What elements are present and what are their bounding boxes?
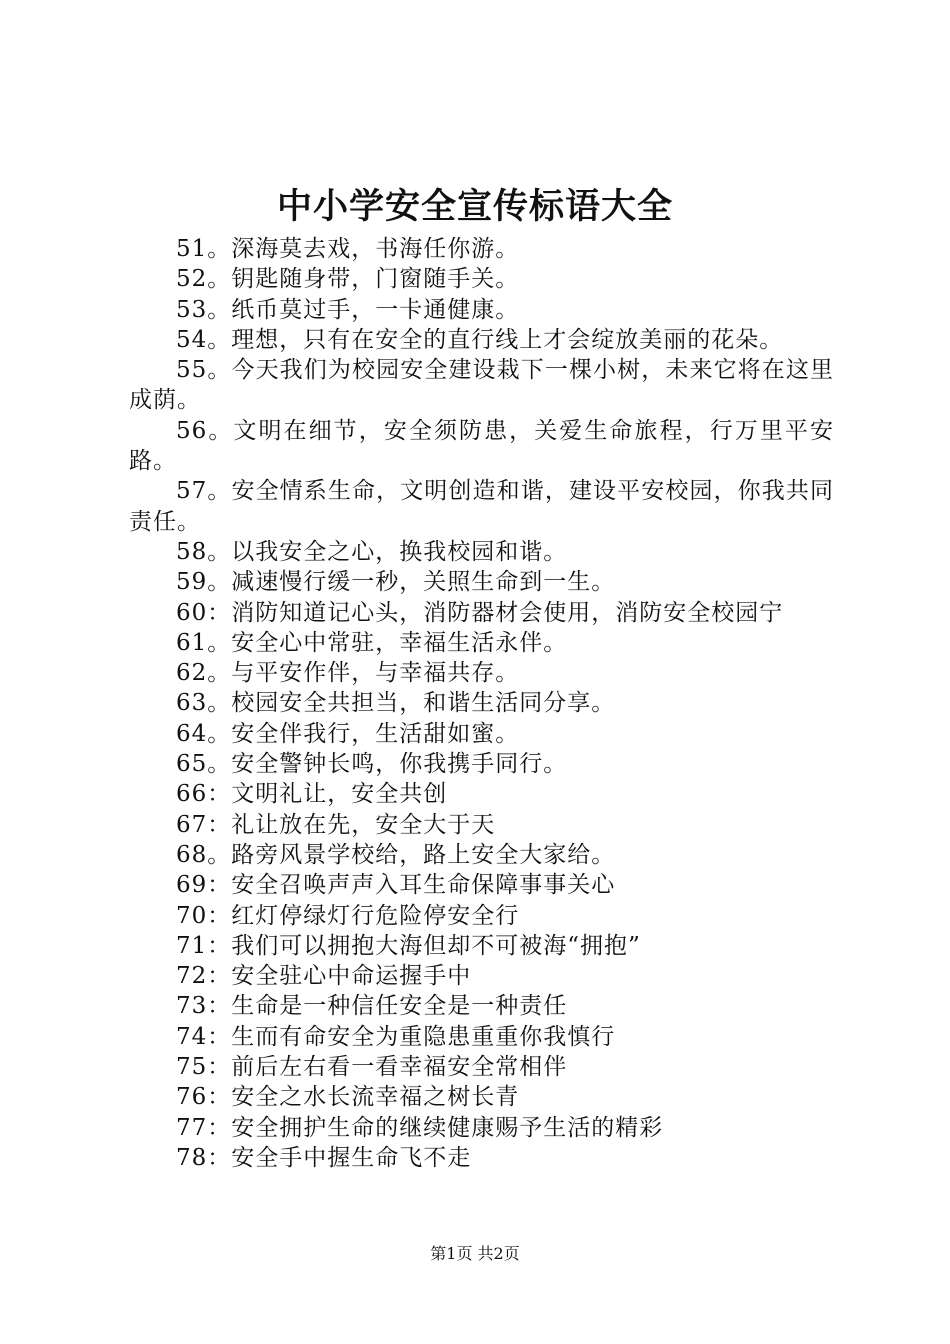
slogan-list bbox=[129, 234, 834, 1173]
slogan-item: 68。路旁风景学校给，路上安全大家给。 bbox=[176, 841, 616, 868]
slogan-item: 57。安全情系生命，文明创造和谐，建设平安校园，你我共同责任。 bbox=[129, 478, 834, 535]
slogan-item: 55。今天我们为校园安全建设栽下一棵小树，未来它将在这里成荫。 bbox=[129, 357, 834, 414]
slogan-item: 61。安全心中常驻，幸福生活永伴。 bbox=[176, 629, 568, 656]
slogan-item: 69：安全召唤声声入耳生命保障事事关心 bbox=[176, 872, 616, 899]
page-number-footer: 第1页 共2页 bbox=[430, 1244, 520, 1263]
slogan-item: 51。深海莫去戏，书海任你游。 bbox=[176, 236, 520, 262]
slogan-item: 76：安全之水长流幸福之树长青 bbox=[176, 1084, 520, 1111]
slogan-item: 62。与平安作伴，与幸福共存。 bbox=[176, 660, 520, 687]
slogan-item: 78：安全手中握生命飞不走 bbox=[176, 1144, 472, 1171]
slogan-item: 52。钥匙随身带，门窗随手关。 bbox=[176, 266, 520, 293]
slogan-item: 74：生而有命安全为重隐患重重你我慎行 bbox=[176, 1023, 616, 1050]
slogan-item: 60：消防知道记心头，消防器材会使用，消防安全校园宁 bbox=[176, 599, 784, 626]
slogan-item: 64。安全伴我行，生活甜如蜜。 bbox=[176, 720, 520, 747]
slogan-item: 77：安全拥护生命的继续健康赐予生活的精彩 bbox=[176, 1114, 664, 1141]
document-title: 中小学安全宣传标语大全 bbox=[276, 186, 673, 227]
slogan-item: 53。纸币莫过手，一卡通健康。 bbox=[176, 296, 520, 323]
slogan-item: 58。以我安全之心，换我校园和谐。 bbox=[176, 538, 568, 565]
slogan-item: 71：我们可以拥抱大海但却不可被海“拥抱” bbox=[176, 932, 641, 959]
slogan-item: 63。校园安全共担当，和谐生活同分享。 bbox=[176, 690, 616, 717]
slogan-item: 72：安全驻心中命运握手中 bbox=[176, 963, 472, 990]
slogan-item: 59。减速慢行缓一秒，关照生命到一生。 bbox=[176, 569, 616, 596]
slogan-item: 67：礼让放在先，安全大于天 bbox=[176, 811, 496, 838]
slogan-item: 70：红灯停绿灯行危险停安全行 bbox=[176, 902, 520, 929]
slogan-item: 75：前后左右看一看幸福安全常相伴 bbox=[176, 1054, 568, 1081]
slogan-item: 65。安全警钟长鸣，你我携手同行。 bbox=[176, 751, 568, 778]
slogan-item: 66：文明礼让，安全共创 bbox=[176, 781, 448, 808]
slogan-item: 73：生命是一种信任安全是一种责任 bbox=[176, 993, 568, 1020]
slogan-item: 56。文明在细节，安全须防患，关爱生命旅程，行万里平安路。 bbox=[129, 417, 834, 475]
slogan-item: 54。理想，只有在安全的直行线上才会绽放美丽的花朵。 bbox=[176, 326, 784, 353]
